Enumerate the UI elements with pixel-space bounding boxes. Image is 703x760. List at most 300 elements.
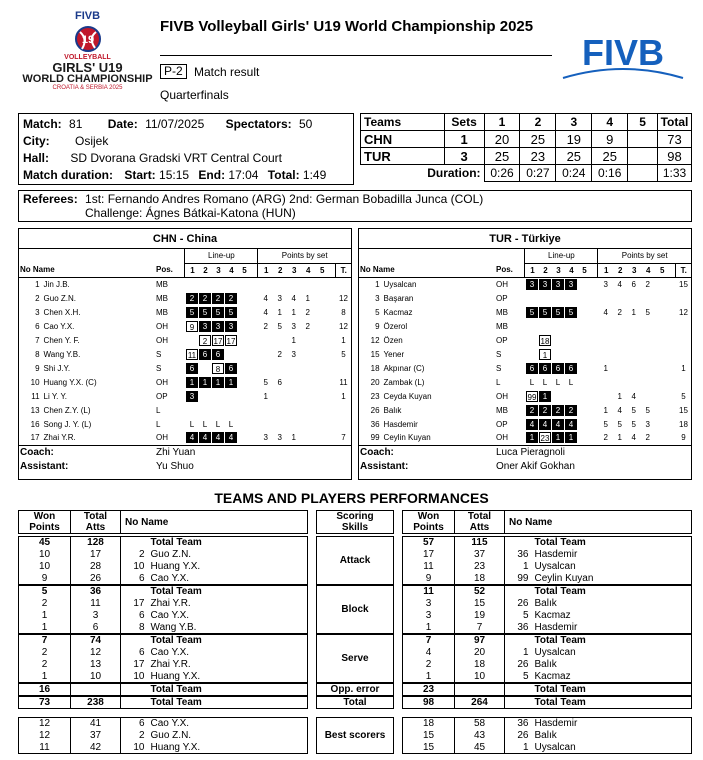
lineup-cell: 1 xyxy=(225,377,237,388)
perf-row xyxy=(403,718,692,730)
player-lineup xyxy=(525,417,598,431)
won-points: 5 xyxy=(19,586,71,598)
roster-row xyxy=(359,403,691,417)
player-name: Cao Y.X. xyxy=(43,321,75,331)
player-no: 1 xyxy=(522,561,529,572)
player-total: 15 xyxy=(679,405,688,415)
roster-a-table xyxy=(19,249,351,473)
perf-header-left xyxy=(18,510,308,534)
player-position: OH xyxy=(155,433,168,443)
player-points xyxy=(258,375,336,389)
roster-row xyxy=(359,291,691,305)
lineup-cell-empty xyxy=(212,391,224,402)
sets-h-3: 3 xyxy=(556,114,592,131)
scoring-skills-header xyxy=(317,511,394,534)
player-position: MB xyxy=(495,321,508,331)
set-dur-2: 0:27 xyxy=(520,165,556,182)
points-cell: 5 xyxy=(631,405,636,415)
perf-row xyxy=(19,622,308,634)
lineup-cell: 1 xyxy=(552,432,564,443)
total-atts: 36 xyxy=(71,586,121,598)
player-name: Yener xyxy=(383,349,405,359)
lineup-cell-empty xyxy=(578,363,590,374)
performances-title: TEAMS AND PLAYERS PERFORMANCES xyxy=(214,490,489,506)
perf-row xyxy=(19,697,308,709)
lineup-cell-empty xyxy=(578,279,590,290)
logo-wc-text: WORLD CHAMPIONSHIP xyxy=(22,73,153,85)
lineup-cell-empty xyxy=(552,321,564,332)
match-label: Match: xyxy=(23,117,62,131)
lineup-cell: 1 xyxy=(526,432,538,443)
player-total: 9 xyxy=(681,433,686,443)
skill-name: Serve xyxy=(341,653,369,664)
total-atts: 264 xyxy=(455,697,505,709)
lineup-cell: 1 xyxy=(212,377,224,388)
lineup-cell: 3 xyxy=(526,279,538,290)
sets-table xyxy=(360,113,692,182)
sets-duration-row xyxy=(361,165,692,182)
player-position: L xyxy=(155,405,161,415)
perf-row xyxy=(19,537,308,549)
player-position: L xyxy=(155,419,161,429)
points-set-numbers xyxy=(258,263,336,277)
team-b-s4: 25 xyxy=(592,148,628,165)
skill-name: Total xyxy=(343,697,367,708)
perf-row xyxy=(19,730,308,742)
pos-header: Pos. xyxy=(495,265,513,275)
perf-row xyxy=(19,718,308,730)
roster-row xyxy=(19,403,351,417)
points-cell: 2 xyxy=(263,321,268,331)
team-a-s2: 25 xyxy=(520,131,556,148)
won-points: 17 xyxy=(403,549,455,561)
player-no: 10 xyxy=(133,741,145,753)
won-points: 7 xyxy=(19,635,71,647)
player-no: 10 xyxy=(133,670,145,682)
points-cell: 1 xyxy=(617,433,622,443)
player-no xyxy=(121,586,149,598)
won-points: 7 xyxy=(403,635,455,647)
player-name: Zhai Y.R. xyxy=(150,659,191,670)
lineup-cell-empty xyxy=(186,405,198,416)
end-value: 17:04 xyxy=(228,168,259,182)
lineup-cell: 4 xyxy=(199,432,211,443)
player-name: Song J. Y. (L) xyxy=(43,419,92,429)
points-cell: 4 xyxy=(631,433,636,443)
total-atts: 7 xyxy=(455,622,505,634)
player-name: Kacmaz xyxy=(534,670,571,682)
player-name: Li Y. Y. xyxy=(43,391,67,401)
lineup-cell-empty xyxy=(199,405,211,416)
sets-h-teams: Teams xyxy=(361,114,445,131)
lineup-cell: 3 xyxy=(539,279,551,290)
start-label: Start: xyxy=(124,168,156,182)
player-points xyxy=(258,403,336,417)
t-header: T. xyxy=(336,263,351,277)
player-total xyxy=(676,291,691,305)
player-lineup xyxy=(185,291,258,305)
total-atts: 3 xyxy=(71,610,121,622)
perf-row xyxy=(403,549,692,561)
sets-header-row xyxy=(361,114,692,131)
match-info-box xyxy=(18,113,354,185)
lineup-cell-empty xyxy=(526,349,538,360)
total-atts: 19 xyxy=(455,610,505,622)
lineup-header: Line-up xyxy=(525,249,598,263)
referees-label: Referees: xyxy=(23,192,78,206)
lineup-cell: 1 xyxy=(565,432,577,443)
player-name: Total Team xyxy=(150,684,202,695)
player-number: 8 xyxy=(35,349,40,359)
player-name: Hasdemir xyxy=(534,549,578,560)
total-atts: 12 xyxy=(71,647,121,659)
player-name: Guo Z.N. xyxy=(150,549,192,560)
lineup-cell: 1 xyxy=(539,349,551,360)
lineup-cell: 4 xyxy=(565,419,577,430)
total-atts: 97 xyxy=(455,635,505,647)
player-number: 23 xyxy=(370,391,380,401)
lineup-cell-empty xyxy=(526,293,538,304)
lineup-cell: 5 xyxy=(539,307,551,318)
lineup-cell: 2 xyxy=(565,405,577,416)
perf-row xyxy=(403,659,692,671)
lineup-set-number: 5 xyxy=(242,265,247,275)
set-dur-total: 1:33 xyxy=(658,165,692,182)
lineup-cell: 5 xyxy=(552,307,564,318)
player-no: 26 xyxy=(517,659,529,670)
lineup-cell-empty xyxy=(199,391,211,402)
total-atts xyxy=(455,684,505,696)
points-cell: 2 xyxy=(277,349,282,359)
perf-row xyxy=(19,549,308,561)
roster-row xyxy=(19,277,351,291)
total-atts: 37 xyxy=(71,730,121,742)
perf-row xyxy=(19,561,308,573)
player-position: OP xyxy=(495,335,508,345)
lineup-cell-empty xyxy=(225,279,237,290)
city-label: City: xyxy=(23,134,50,148)
player-points xyxy=(258,333,336,347)
total-atts: 52 xyxy=(455,586,505,598)
player-total xyxy=(676,333,691,347)
perf-block-skill xyxy=(316,634,394,683)
total-atts: 41 xyxy=(71,718,121,730)
set-duration-label: Duration: xyxy=(361,165,485,182)
perf-header-skill xyxy=(316,510,394,534)
points-set-number: 4 xyxy=(306,265,311,275)
no-name-header: No Name xyxy=(360,265,395,275)
lineup-cell-empty xyxy=(565,335,577,346)
lineup-cell: 6 xyxy=(186,363,198,374)
player-number: 99 xyxy=(370,433,380,443)
total-atts: 128 xyxy=(71,537,121,549)
player-number: 17 xyxy=(30,433,40,443)
player-points xyxy=(598,333,676,347)
roster-row xyxy=(19,389,351,403)
player-total: 1 xyxy=(341,335,346,345)
player-lineup xyxy=(185,361,258,375)
team-b-code: TUR xyxy=(361,148,445,165)
player-number: 36 xyxy=(370,419,380,429)
roster-row xyxy=(359,333,691,347)
lineup-cell: 6 xyxy=(539,363,551,374)
player-number: 10 xyxy=(30,377,40,387)
player-number: 3 xyxy=(375,293,380,303)
coach-name: Luca Pieragnoli xyxy=(495,446,565,458)
lineup-cell-empty xyxy=(578,293,590,304)
coach-name: Zhi Yuan xyxy=(155,446,196,458)
player-position: OP xyxy=(155,391,168,401)
lineup-cell: 17 xyxy=(226,336,236,346)
won-points: 23 xyxy=(403,684,455,696)
player-name: Jin J.B. xyxy=(43,279,70,289)
lineup-cell-empty xyxy=(526,321,538,332)
player-name: Cao Y.X. xyxy=(150,572,190,584)
player-name: Cao Y.X. xyxy=(150,610,190,621)
perf-block-right xyxy=(402,717,692,754)
player-position: L xyxy=(495,377,501,387)
lineup-cell: 11 xyxy=(187,350,197,360)
won-points: 1 xyxy=(19,671,71,683)
lineup-cell-empty xyxy=(238,363,250,374)
player-position: MB xyxy=(155,307,168,317)
player-position: OP xyxy=(495,419,508,429)
points-cell: 1 xyxy=(603,405,608,415)
perf-row xyxy=(403,598,692,610)
player-points xyxy=(598,291,676,305)
lineup-cell: 8 xyxy=(212,363,224,374)
lineup-cell-empty xyxy=(238,349,250,360)
player-points xyxy=(598,361,676,375)
player-name: Total Team xyxy=(150,586,202,598)
atts-label: Atts xyxy=(469,522,490,533)
date-label: Date: xyxy=(107,117,138,131)
lineup-set-numbers xyxy=(525,263,598,277)
player-name: Zhai Y.R. xyxy=(150,598,191,609)
won-points: 9 xyxy=(403,573,455,585)
perf-header-right xyxy=(402,510,692,534)
won-points: 11 xyxy=(403,586,455,598)
player-lineup xyxy=(185,403,258,417)
player-lineup xyxy=(185,389,258,403)
won-points: 11 xyxy=(19,742,71,754)
perf-row xyxy=(19,573,308,585)
player-no: 36 xyxy=(517,718,529,730)
player-total: 1 xyxy=(341,391,346,401)
points-cell: 2 xyxy=(645,433,650,443)
player-no: 2 xyxy=(138,549,145,560)
perf-block-right xyxy=(402,536,692,585)
lineup-cell: 5 xyxy=(212,307,224,318)
lineup-cell: 6 xyxy=(552,363,564,374)
player-lineup xyxy=(525,291,598,305)
svg-text:19: 19 xyxy=(81,34,94,46)
lineup-cell: 4 xyxy=(212,432,224,443)
lineup-cell-empty xyxy=(539,293,551,304)
player-position: OH xyxy=(495,391,508,401)
perf-row xyxy=(403,697,692,709)
lineup-cell: 5 xyxy=(565,307,577,318)
player-no: 10 xyxy=(133,561,145,572)
player-no: 5 xyxy=(522,670,529,682)
set-dur-3: 0:24 xyxy=(556,165,592,182)
points-cell: 5 xyxy=(617,419,622,429)
player-number: 2 xyxy=(35,293,40,303)
points-cell: 1 xyxy=(603,363,608,373)
player-lineup xyxy=(525,375,598,389)
player-points xyxy=(258,389,336,403)
no-name-header: No Name xyxy=(20,265,55,275)
team-b-s5 xyxy=(628,148,658,165)
points-cell: 3 xyxy=(603,279,608,289)
points-set-number: 1 xyxy=(604,265,609,275)
player-number: 1 xyxy=(375,279,380,289)
player-position: OH xyxy=(155,377,168,387)
points-cell: 1 xyxy=(291,307,296,317)
perf-block-right xyxy=(402,585,692,634)
lineup-cell: 17 xyxy=(213,336,223,346)
logo-fivb-text: FIVB xyxy=(74,10,101,22)
total-label: Total xyxy=(467,511,492,522)
player-no: 17 xyxy=(133,659,145,670)
player-no: 6 xyxy=(138,647,145,658)
player-total xyxy=(336,361,351,375)
player-total: 11 xyxy=(339,377,348,387)
team-a-total: 73 xyxy=(658,131,692,148)
won-points: 4 xyxy=(403,647,455,659)
total-atts: 15 xyxy=(455,598,505,610)
player-position: OH xyxy=(155,335,168,345)
player-name: Total Team xyxy=(150,635,202,647)
player-name: Cao Y.X. xyxy=(150,647,190,658)
lineup-cell-empty xyxy=(578,432,590,443)
player-name: Huang Y.X. xyxy=(150,741,201,753)
perf-total-right xyxy=(402,696,692,709)
points-cell: 6 xyxy=(631,279,636,289)
player-position: OH xyxy=(155,321,168,331)
sets-row-a xyxy=(361,131,692,148)
match-date: 11/07/2025 xyxy=(145,117,205,131)
lineup-cell: 23 xyxy=(540,434,550,444)
won-points: 3 xyxy=(403,598,455,610)
roster-b-title: TUR - Türkiye xyxy=(359,229,691,249)
player-number: 1 xyxy=(35,279,40,289)
player-name: Total Team xyxy=(534,586,586,598)
points-cell: 1 xyxy=(305,293,310,303)
roster-row xyxy=(359,417,691,431)
perf-total-skill xyxy=(316,696,394,709)
points-cell: 1 xyxy=(631,307,636,317)
match-no: 81 xyxy=(69,117,83,131)
scoring-label: Scoring xyxy=(336,511,374,522)
perf-block-skill xyxy=(316,717,394,754)
total-atts-header xyxy=(455,511,505,534)
points-cell: 1 xyxy=(277,307,282,317)
points-set-number: 2 xyxy=(278,265,283,275)
player-total xyxy=(676,375,691,389)
lineup-cell: 3 xyxy=(225,321,237,332)
player-no: 26 xyxy=(517,730,529,741)
perf-row xyxy=(403,730,692,742)
doc-code: P-2 xyxy=(160,64,187,79)
roster-row xyxy=(19,333,351,347)
player-name: Guo Z.N. xyxy=(43,293,76,303)
set-dur-4: 0:16 xyxy=(592,165,628,182)
total-atts: 17 xyxy=(71,549,121,561)
player-name: Hasdemir xyxy=(534,718,578,730)
points-cell: 2 xyxy=(603,433,608,443)
logo-girls-text: GIRLS' U19 xyxy=(52,60,123,75)
won-points: 15 xyxy=(403,742,455,754)
lineup-cell: L xyxy=(555,377,561,387)
roster-row xyxy=(19,431,351,445)
player-number: 3 xyxy=(35,307,40,317)
performances-section xyxy=(18,510,692,754)
sets-h-total: Total xyxy=(658,114,692,131)
player-no: 36 xyxy=(517,621,529,633)
lineup-cell: 4 xyxy=(552,419,564,430)
won-label: Won xyxy=(33,511,56,522)
player-no: 17 xyxy=(133,598,145,609)
player-points xyxy=(258,361,336,375)
player-no: 8 xyxy=(138,621,145,633)
roster-row xyxy=(359,389,691,403)
player-lineup xyxy=(525,333,598,347)
lineup-cell-empty xyxy=(238,419,250,430)
player-total: 12 xyxy=(339,293,348,303)
lineup-cell-empty xyxy=(565,293,577,304)
perf-row xyxy=(19,586,308,598)
player-name: Ceylin Kuyan xyxy=(534,572,594,584)
lineup-cell-empty xyxy=(578,377,590,388)
lineup-cell-empty xyxy=(199,279,211,290)
total-atts: 18 xyxy=(455,659,505,671)
perf-row xyxy=(19,684,308,696)
perf-block-skill xyxy=(316,536,394,585)
player-points xyxy=(598,389,676,403)
perf-row xyxy=(19,610,308,622)
perf-row xyxy=(403,671,692,683)
lineup-cell-empty xyxy=(539,321,551,332)
perf-row xyxy=(403,573,692,585)
lineup-cell: 2 xyxy=(526,405,538,416)
sets-h-2: 2 xyxy=(520,114,556,131)
player-points xyxy=(258,431,336,445)
end-label: End: xyxy=(198,168,226,182)
won-points: 10 xyxy=(19,549,71,561)
lineup-cell: 2 xyxy=(539,405,551,416)
player-name: Shi J.Y. xyxy=(43,363,71,373)
team-a-code: CHN xyxy=(361,131,445,148)
points-cell: 1 xyxy=(291,433,296,443)
player-no xyxy=(505,684,533,696)
player-position: OH xyxy=(495,433,508,443)
total-atts: 238 xyxy=(71,697,121,709)
player-name: Huang Y.X. (C) xyxy=(43,377,97,387)
total-atts: 13 xyxy=(71,659,121,671)
page-title: FIVB Volleyball Girls' U19 World Championship 2025 xyxy=(160,18,534,35)
won-points: 3 xyxy=(403,610,455,622)
player-lineup xyxy=(525,347,598,361)
player-number: 7 xyxy=(35,335,40,345)
points-cell: 4 xyxy=(617,405,622,415)
total-label: Total: xyxy=(267,168,300,182)
roster-team-b xyxy=(358,228,692,480)
player-total: 18 xyxy=(679,419,688,429)
player-points xyxy=(598,375,676,389)
total-atts: 6 xyxy=(71,622,121,634)
points-cell: 1 xyxy=(263,391,268,401)
